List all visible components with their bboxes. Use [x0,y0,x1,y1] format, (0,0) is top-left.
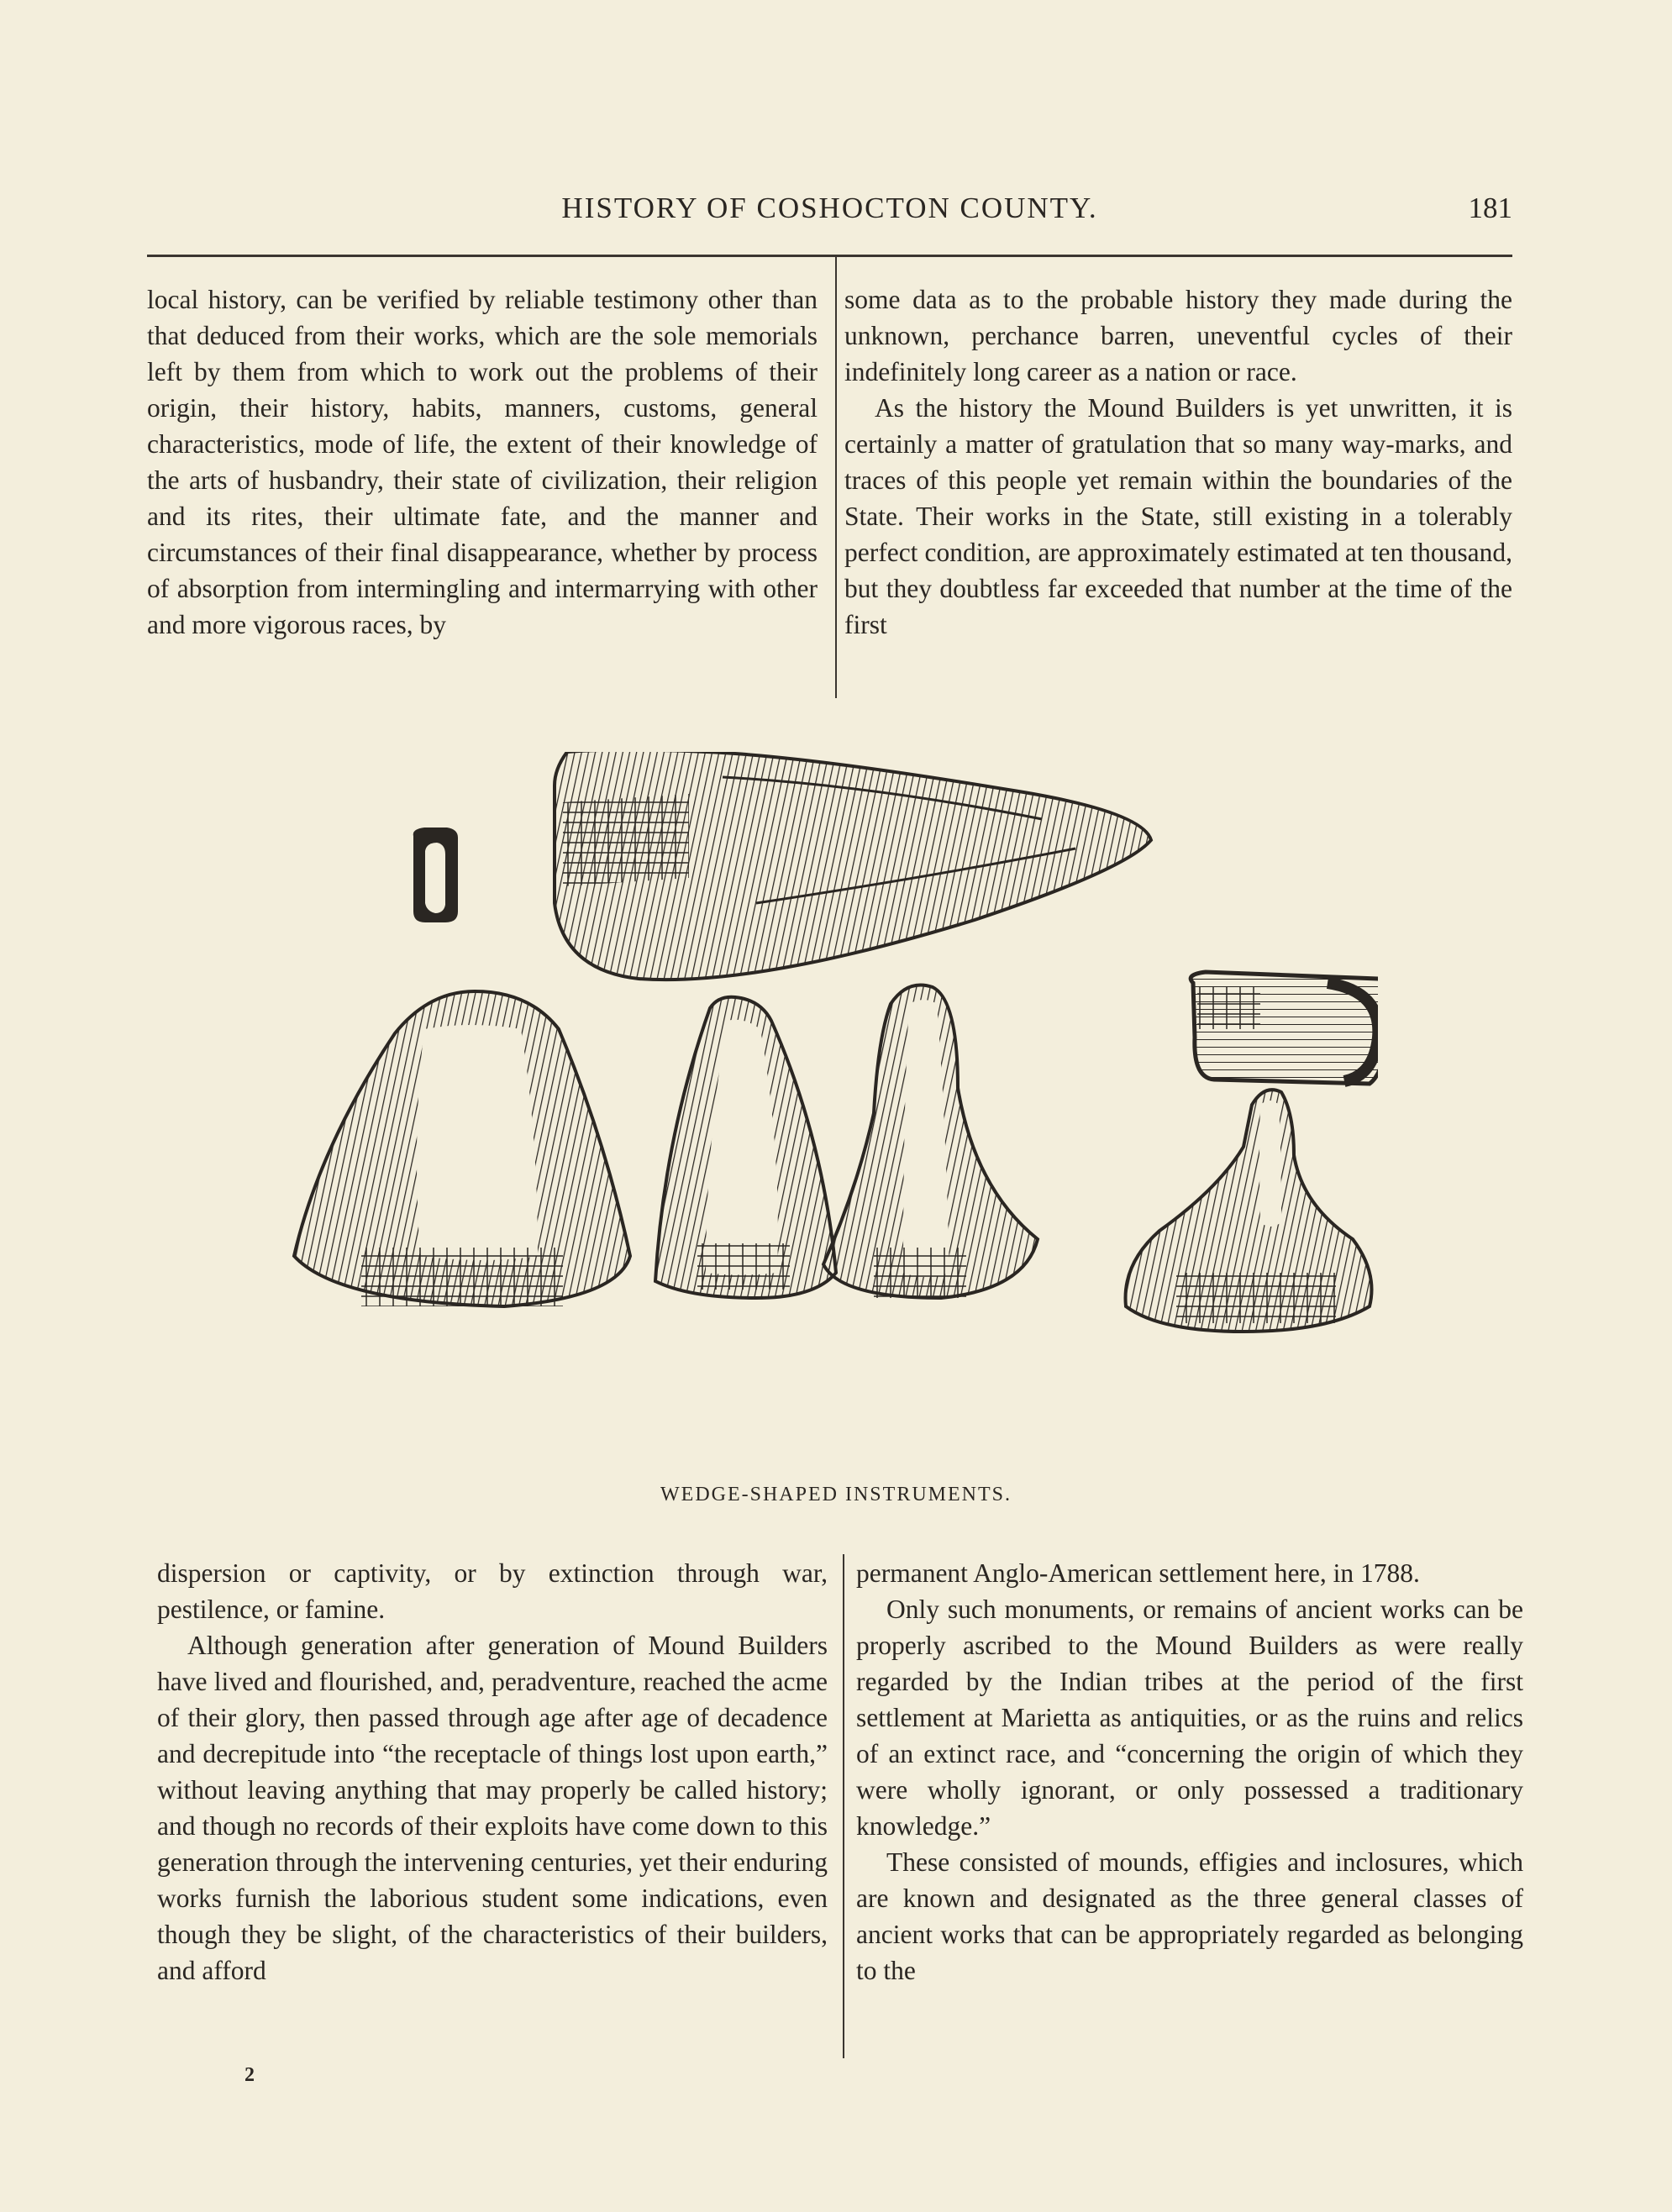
top-left-column [147,281,818,643]
running-head [147,192,1512,232]
top-right-column [844,281,1512,643]
bottom-left-column [157,1555,828,1989]
engraving-illustration [286,752,1378,1458]
long-celt-figure [555,752,1151,980]
bottom-right-column [856,1555,1523,1989]
bottom-column-rule [843,1554,844,2058]
paragraph: permanent Anglo-American settlement here, in 1788. [856,1558,1420,1588]
axe-figure-2 [655,997,836,1298]
paragraph: local history, can be verified by reliable testimony other than that deduced from their works, which are the sole memorials left by them from which to work out the problems of their origin, their history, habits, manners, customs, general characteristics, mode of life, the extent of their knowledge of the arts of husbandry, their state of civilization, their religion and its rites, their ultimate fate, and the manner and circumstances of their final disappearance, whether by process of absorption from intermingling and intermarrying with other and more vigorous races, by [147,285,818,639]
paragraph: some data as to the probable history they made during the unknown, perchance barren, uneventful cycles of their indefinitely long career as a nation or race. [844,285,1512,386]
wedge-instruments-engraving [286,752,1378,1458]
axe-figure-3 [823,985,1038,1299]
running-title: HISTORY OF COSHOCTON COUNTY. [561,192,1098,224]
figure-caption: WEDGE-SHAPED INSTRUMENTS. [660,1484,1012,1505]
axe-figure-1 [294,991,630,1306]
page-number: 181 [1468,192,1512,224]
rectangular-stone-figure [1191,972,1378,1084]
paragraph: Although generation after generation of Mound Builders have lived and flourished, and, peradventure, reached the acme of their glory, then passed through age after age of decadence and decrepitude into “the receptacle of things lost upon earth,” without leaving anything that may properly be called history; and though no records of their exploits have come down to this generation through the intervening centuries, yet their enduring works furnish the laborious student some indications, even though they be slight, of the characteristics of their builders, and afford [157,1631,828,1985]
signature-mark: 2 [244,2064,255,2086]
small-chisel-figure [413,828,458,922]
header-rule [147,255,1512,257]
paragraph: As the history the Mound Builders is yet unwritten, it is certainly a matter of gratulation that so many way-marks, and traces of this people yet remain within the boundaries of the State. Their works in the State, still existing in a tolerably perfect condition, are approximately estimated at ten thousand, but they doubtless far exceeded that number at the time of the first [844,393,1512,639]
paragraph: Only such monuments, or remains of ancient works can be properly ascribed to the Mound Builders as were really regarded by the Indian tribes at the period of the first settlement at Marietta as antiquities, or as the ruins and relics of an extinct race, and “concerning the origin of which they were wholly ignorant, or only possessed a traditionary knowledge.” [856,1595,1523,1841]
paragraph: These consisted of mounds, effigies and inclosures, which are known and designated as the three general classes of ancient works that can be appropriately regarded as belonging to the [856,1847,1523,1985]
axe-figure-4 [1126,1090,1372,1332]
paragraph: dispersion or captivity, or by extinction through war, pestilence, or famine. [157,1558,828,1624]
top-column-rule [835,257,837,698]
